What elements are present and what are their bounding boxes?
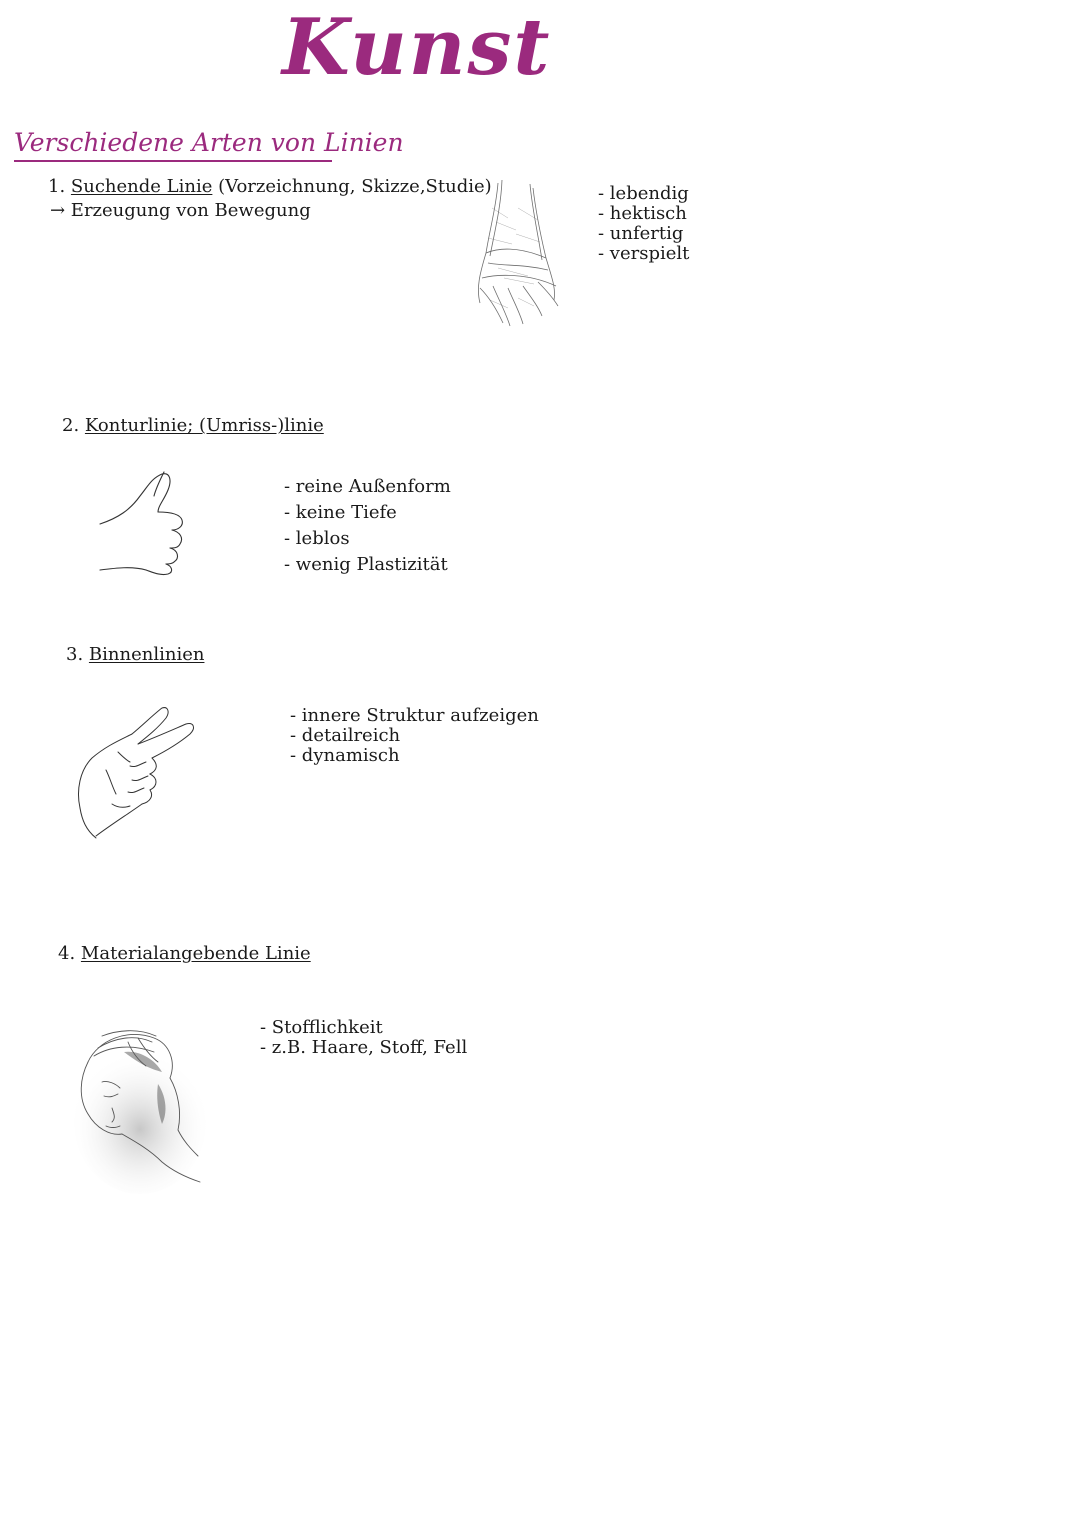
section-1-note: → Erzeugung von Bewegung bbox=[50, 200, 311, 221]
list-item: - unfertig bbox=[598, 223, 684, 244]
list-item: - hektisch bbox=[598, 203, 687, 224]
section-2-heading bbox=[62, 415, 324, 437]
list-item: - leblos bbox=[284, 528, 350, 549]
list-item: - keine Tiefe bbox=[284, 502, 397, 523]
section-3-heading bbox=[66, 644, 204, 666]
section-3-number: 3. bbox=[66, 644, 84, 665]
section-1-title-suffix: (Vorzeichnung, Skizze,Studie) bbox=[212, 176, 492, 197]
thumbs-up-outline-illustration bbox=[96, 466, 192, 578]
list-item: - Stofflichkeit bbox=[260, 1017, 383, 1038]
list-item: - detailreich bbox=[290, 725, 401, 746]
page-subtitle: Verschiedene Arten von Linien bbox=[14, 128, 332, 162]
section-4-title: Materialangebende Linie bbox=[80, 943, 311, 964]
section-4-list bbox=[260, 1018, 467, 1058]
section-2-list bbox=[284, 474, 451, 578]
section-1-list bbox=[598, 184, 689, 264]
section-2-number: 2. bbox=[62, 415, 80, 436]
section-3-title: Binnenlinien bbox=[88, 644, 205, 665]
victory-hand-line-illustration bbox=[72, 704, 200, 844]
portrait-sketch-illustration bbox=[58, 1022, 208, 1192]
list-item: - verspielt bbox=[598, 243, 690, 264]
section-1-title: Suchende Linie bbox=[70, 176, 213, 197]
page-title: Kunst bbox=[282, 2, 552, 93]
section-3-list bbox=[290, 706, 539, 766]
section-1-number: 1. bbox=[48, 176, 66, 197]
list-item: - z.B. Haare, Stoff, Fell bbox=[260, 1037, 468, 1058]
list-item: - lebendig bbox=[598, 183, 689, 204]
list-item: - wenig Plastizität bbox=[284, 554, 448, 575]
section-1-heading bbox=[48, 176, 492, 198]
sketched-hand-illustration bbox=[468, 178, 568, 330]
section-4-number: 4. bbox=[58, 943, 76, 964]
list-item: - dynamisch bbox=[290, 745, 400, 766]
list-item: - innere Struktur aufzeigen bbox=[290, 705, 539, 726]
section-2-title: Konturlinie; (Umriss-)linie bbox=[84, 415, 324, 436]
section-4-heading bbox=[58, 943, 311, 965]
list-item: - reine Außenform bbox=[284, 476, 451, 497]
